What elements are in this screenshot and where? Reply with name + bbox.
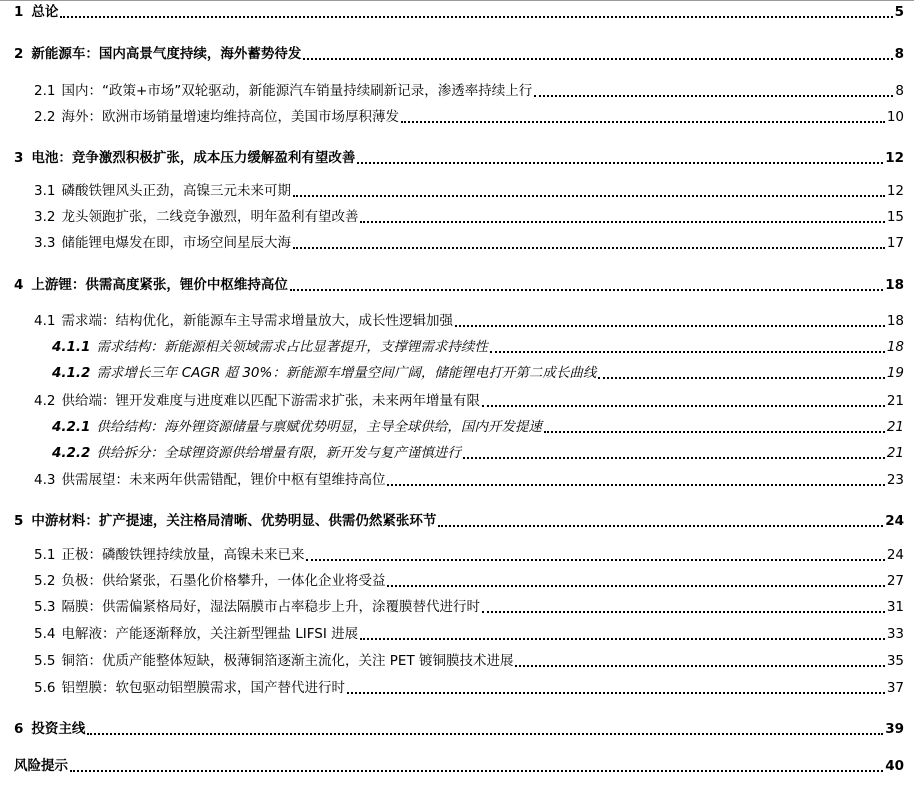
- toc-entry-title: 需求端：结构优化，新能源车主导需求增量放大，成长性逻辑加强: [61, 313, 453, 329]
- toc-entry[interactable]: [34, 111, 904, 125]
- toc-entry-number: 5.2: [34, 573, 56, 589]
- toc-entry-label: [14, 515, 436, 529]
- toc-entry-title: 电解液：产能逐渐释放，关注新型锂盐 LIFSI 进展: [61, 626, 359, 642]
- toc-entry-title: 龙头领跑扩张，二线竞争激烈，明年盈利有望改善: [61, 209, 359, 225]
- toc-entry[interactable]: [34, 85, 904, 99]
- dot-leader: [360, 638, 885, 640]
- toc-entry-page: 8: [894, 46, 904, 62]
- dot-leader: [293, 247, 885, 249]
- toc-entry-title: 供给拆分：全球锂资源供给增量有限，新开发与复产谨慎进行: [96, 445, 461, 461]
- dot-leader: [293, 195, 885, 197]
- toc-entry-page: 39: [885, 721, 904, 737]
- toc-entry-number: 3.3: [34, 235, 56, 251]
- toc-entry-page: 23: [886, 472, 904, 488]
- dot-leader: [357, 162, 883, 164]
- toc-entry-number: 5.6: [34, 680, 56, 696]
- toc-entry-title: 中游材料：扩产提速，关注格局清晰、优势明显、供需仍然紧张环节: [31, 513, 437, 529]
- dot-leader: [482, 405, 885, 407]
- toc-entry-number: 5.3: [34, 599, 56, 615]
- toc-entry-label: [34, 628, 358, 642]
- toc-entry-number: 2.1: [34, 83, 56, 99]
- toc-entry[interactable]: [34, 395, 904, 409]
- toc-entry-page: 18: [885, 277, 904, 293]
- toc-entry-page: 12: [885, 150, 904, 166]
- toc-entry-title: 磷酸铁锂风头正劲，高镍三元未来可期: [61, 183, 291, 199]
- toc-entry-number: 4.1: [34, 313, 56, 329]
- toc-entry-page: 40: [885, 758, 904, 774]
- toc-entry-page: 33: [886, 626, 904, 642]
- toc-entry-label: [14, 723, 85, 737]
- toc-entry[interactable]: [34, 237, 904, 251]
- toc-entry-label: [34, 185, 291, 199]
- toc-entry-label: [52, 341, 488, 355]
- toc-entry-number: 2.2: [34, 109, 56, 125]
- toc-entry-label: [34, 474, 385, 488]
- toc-entry-title: 总论: [31, 4, 59, 20]
- toc-entry-number: 4: [14, 277, 24, 293]
- toc-entry-title: 隔膜：供需偏紧格局好，湿法隔膜市占率稳步上升，涂覆膜替代进行时: [61, 599, 480, 615]
- toc-entry-page: 27: [886, 573, 904, 589]
- toc-entry[interactable]: [34, 315, 904, 329]
- toc-entry-number: 4.2.2: [52, 445, 91, 461]
- dot-leader: [482, 611, 885, 613]
- toc-entry-page: 24: [885, 513, 904, 529]
- toc-entry-number: 4.3: [34, 472, 56, 488]
- dot-leader: [87, 733, 883, 735]
- dot-leader: [306, 559, 884, 561]
- toc-entry-number: 3.2: [34, 209, 56, 225]
- toc-entry-title: 国内：“政策+市场”双轮驱动，新能源汽车销量持续刷新记录，渗透率持续上行: [61, 83, 533, 99]
- toc-entry-label: [14, 279, 288, 293]
- toc-entry[interactable]: [34, 601, 904, 615]
- toc-entry[interactable]: [34, 655, 904, 669]
- toc-entry-number: 5.1: [34, 547, 56, 563]
- toc-entry-number: 3.1: [34, 183, 56, 199]
- toc-entry[interactable]: [52, 447, 904, 461]
- toc-entry[interactable]: [14, 723, 904, 737]
- toc-entry-page: 18: [886, 313, 904, 329]
- toc-entry-label: [34, 211, 358, 225]
- toc-entry[interactable]: [14, 279, 904, 293]
- dot-leader: [534, 95, 893, 97]
- dot-leader: [70, 770, 883, 772]
- toc-entry-label: [14, 760, 68, 774]
- toc-entry-title: 供需展望：未来两年供需错配，锂价中枢有望维持高位: [61, 472, 386, 488]
- toc-entry[interactable]: [52, 367, 904, 381]
- dot-leader: [455, 325, 885, 327]
- toc-entry-number: 4.2.1: [52, 419, 91, 435]
- toc-entry-number: 5.4: [34, 626, 56, 642]
- toc-entry-page: 17: [886, 235, 904, 251]
- toc-entry-page: 15: [886, 209, 904, 225]
- toc-entry[interactable]: [34, 211, 904, 225]
- toc-entry-page: 21: [886, 393, 904, 409]
- toc-entry-page: 12: [886, 183, 904, 199]
- toc-entry-page: 21: [886, 445, 904, 461]
- toc-entry-label: [34, 237, 291, 251]
- dot-leader: [303, 58, 892, 60]
- toc-entry-number: 3: [14, 150, 24, 166]
- dot-leader: [360, 221, 884, 223]
- toc-entry-label: [52, 421, 542, 435]
- toc-entry-title: 铜箔：优质产能整体短缺，极薄铜箔逐渐主流化，关注 PET 镀铜膜技术进展: [61, 653, 514, 669]
- toc-entry-number: 2: [14, 46, 24, 62]
- toc-entry-page: 18: [886, 339, 904, 355]
- dot-leader: [60, 16, 892, 18]
- toc-entry-title: 需求结构：新能源相关领域需求占比显著提升，支撑锂需求持续性: [96, 339, 488, 355]
- toc-entry-page: 31: [886, 599, 904, 615]
- toc-entry-title: 海外：欧洲市场销量增速均维持高位，美国市场厚积薄发: [61, 109, 399, 125]
- toc-entry-number: 1: [14, 4, 24, 20]
- toc-entry-page: 10: [886, 109, 904, 125]
- toc-entry-page: 24: [886, 547, 904, 563]
- toc-entry-page: 19: [886, 365, 904, 381]
- toc-entry[interactable]: [34, 682, 904, 696]
- toc-entry-label: [14, 152, 355, 166]
- toc-entry[interactable]: [34, 474, 904, 488]
- toc-entry[interactable]: [34, 628, 904, 642]
- toc-entry-label: [14, 6, 58, 20]
- toc-entry-title: 新能源车：国内高景气度持续，海外蓄势待发: [31, 46, 302, 62]
- toc-entry-number: 5.5: [34, 653, 56, 669]
- toc-entry-title: 铝塑膜：软包驱动铝塑膜需求，国产替代进行时: [61, 680, 345, 696]
- toc-entry[interactable]: [52, 421, 904, 435]
- toc-entry-title: 投资主线: [31, 721, 86, 737]
- dot-leader: [387, 484, 884, 486]
- toc-entry[interactable]: [14, 48, 904, 62]
- toc-entry-label: [14, 48, 301, 62]
- dot-leader: [347, 692, 885, 694]
- toc-entry[interactable]: [34, 185, 904, 199]
- toc-entry[interactable]: [14, 515, 904, 529]
- toc-entry[interactable]: [14, 6, 904, 20]
- toc-entry-page: 37: [886, 680, 904, 696]
- toc-entry-label: [34, 395, 480, 409]
- toc-entry-label: [34, 111, 399, 125]
- toc-entry-number: 4.1.2: [52, 365, 91, 381]
- toc-entry-title: 供给端：锂开发难度与进度难以匹配下游需求扩张，未来两年增量有限: [61, 393, 480, 409]
- dot-leader: [463, 457, 885, 459]
- toc-entry-number: 4.2: [34, 393, 56, 409]
- dot-leader: [401, 121, 885, 123]
- toc-entry[interactable]: [34, 575, 904, 589]
- toc-entry-title: 正极：磷酸铁锂持续放量，高镍未来已来: [61, 547, 305, 563]
- toc-entry-number: 6: [14, 721, 24, 737]
- toc-entry-title: 上游锂：供需高度紧张，锂价中枢维持高位: [31, 277, 288, 293]
- toc-entry-title: 储能锂电爆发在即，市场空间星辰大海: [61, 235, 291, 251]
- dot-leader: [290, 289, 883, 291]
- dot-leader: [515, 665, 884, 667]
- toc-entry-label: [52, 367, 596, 381]
- toc-entry-page: 21: [886, 419, 904, 435]
- toc-entry-label: [34, 601, 480, 615]
- toc-entry-label: [34, 655, 513, 669]
- dot-leader: [598, 377, 884, 379]
- toc-entry[interactable]: [52, 341, 904, 355]
- toc-entry-title: 电池：竞争激烈积极扩张，成本压力缓解盈利有望改善: [31, 150, 356, 166]
- toc-entry[interactable]: [14, 152, 904, 166]
- toc-entry-label: [34, 315, 453, 329]
- toc-entry-label: [52, 447, 461, 461]
- toc-entry-label: [34, 85, 532, 99]
- toc-entry-number: 4.1.1: [52, 339, 91, 355]
- toc-entry[interactable]: [34, 549, 904, 563]
- toc-entry-title: 供给结构：海外锂资源储量与禀赋优势明显，主导全球供给，国内开发提速: [96, 419, 542, 435]
- dot-leader: [490, 351, 885, 353]
- toc-entry-label: [34, 682, 345, 696]
- toc-entry-title: 风险提示: [14, 758, 68, 774]
- toc-entry-label: [34, 575, 385, 589]
- toc-entry[interactable]: [14, 760, 904, 774]
- toc-entry-label: [34, 549, 304, 563]
- toc-entry-title: 负极：供给紧张，石墨化价格攀升，一体化企业将受益: [61, 573, 386, 589]
- dot-leader: [387, 585, 884, 587]
- dot-leader: [544, 431, 885, 433]
- toc-entry-page: 8: [895, 83, 904, 99]
- toc-entry-number: 5: [14, 513, 24, 529]
- toc-entry-title: 需求增长三年 CAGR 超 30%：新能源车增量空间广阔，储能锂电打开第二成长曲线: [96, 365, 597, 381]
- toc-entry-page: 5: [894, 4, 904, 20]
- dot-leader: [438, 525, 883, 527]
- toc-entry-page: 35: [886, 653, 904, 669]
